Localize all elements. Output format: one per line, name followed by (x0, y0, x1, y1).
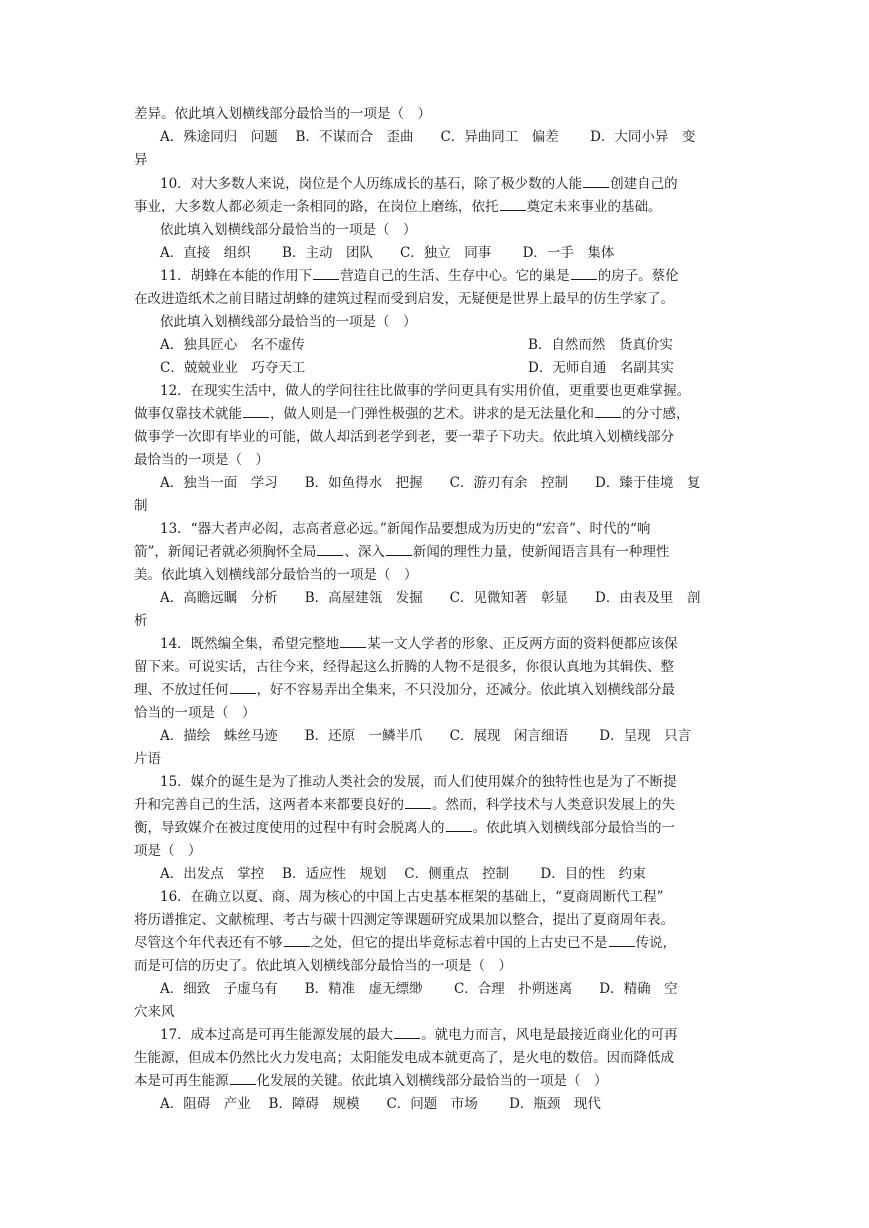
question-15-line (160, 772, 738, 792)
answer-blank (571, 267, 597, 280)
options-line (160, 358, 738, 378)
text: 新闻的理性力量，使新闻语言具有一种理性 (412, 544, 670, 560)
answer-blank (446, 819, 472, 832)
text: 17．成本过高是可再生能源发展的最大 (160, 1027, 394, 1043)
question-17-line (160, 1025, 738, 1045)
option-c: C．兢兢业业 巧夺天工 (160, 360, 306, 376)
options-line (160, 864, 738, 884)
text: 15．媒介的诞生是为了推动人类社会的发展，而人们使用媒介的独特性也是为了不断提 (160, 774, 677, 790)
text-line (134, 450, 738, 470)
answer-blank (313, 267, 339, 280)
answer-blank (583, 175, 609, 188)
question-12-line (160, 381, 738, 401)
text-line (134, 818, 738, 838)
options-line (160, 979, 738, 999)
answer-blank (317, 543, 343, 556)
text: 差异。依此填入划横线部分最恰当的一项是（ ） (134, 106, 431, 122)
text-line (160, 312, 738, 332)
text: 创建自己的 (610, 176, 678, 192)
text: 12．在现实生活中，做人的学问往往比做事的学问更具有实用价值，更重要也更难掌握。 (160, 383, 691, 399)
text: 生能源，但成本仍然比火力发电高；太阳能发电成本就更高了，是火电的数倍。因而降低成 (134, 1050, 674, 1066)
options: A．出发点 掌控 B．适应性 规划 C．侧重点 控制 D．目的性 约束 (160, 866, 646, 882)
text-line (134, 749, 738, 769)
text: 16．在确立以夏、商、周为核心的中国上古史基本框架的基础上，“夏商周断代工程” (160, 889, 664, 905)
text: 。就电力而言，风电是最接近商业化的可再 (421, 1027, 678, 1043)
text: 做事学一次即有毕业的可能，做人却活到老学到老，要一辈子下功夫。依此填入划横线部分 (134, 429, 674, 445)
text: 。依此填入划横线部分最恰当的一 (472, 820, 675, 836)
text: 。然而，科学技术与人类意识发展上的失 (432, 797, 675, 813)
text: 的房子。蔡伦 (597, 268, 679, 284)
option-d: D．无师自通 名副其实 (528, 360, 674, 376)
options: A．直接 组织 B．主动 团队 C．独立 同事 D．一手 集体 (160, 245, 615, 261)
question-11-line (160, 266, 738, 286)
text: 10．对大多数人来说，岗位是个人历练成长的基石，除了极少数的人能 (160, 176, 583, 192)
text: 13．“器大者声必闳，志高者意必远。”新闻作品要想成为历史的“宏音”、时代的“响 (160, 521, 651, 537)
text: 美。依此填入划横线部分最恰当的一项是（ ） (134, 567, 418, 583)
text-line (134, 910, 738, 930)
answer-blank (386, 543, 412, 556)
text-line (134, 611, 738, 631)
text-line (134, 1002, 738, 1022)
options-line (160, 588, 738, 608)
text-line (134, 680, 738, 700)
text: 某一文人学者的形象、正反两方面的资料便都应该保 (367, 636, 678, 652)
text: 留下来。可说实话，古往今来，经得起这么折腾的人物不是很多，你很认真地为其辑佚、整 (134, 659, 674, 675)
text-line (134, 197, 738, 217)
text: 尽管这个年代表还有不够 (134, 935, 283, 951)
answer-blank (243, 405, 269, 418)
options: A．殊途同归 问题 B．不谋而合 歪曲 C．异曲同工 偏差 D．大同小异 变 (160, 129, 696, 145)
text: 依此填入划横线部分最恰当的一项是（ ） (160, 222, 417, 238)
answer-blank (595, 405, 621, 418)
text: ，做人则是一门弹性极强的艺术。讲求的是无法量化和 (270, 406, 594, 422)
text: 项是（ ） (134, 843, 202, 859)
text: 穴来风 (134, 1004, 175, 1020)
text: 箭”，新闻记者就必须胸怀全局 (134, 544, 317, 560)
text: 的分寸感， (622, 406, 690, 422)
text-line (134, 427, 738, 447)
answer-blank (609, 934, 635, 947)
text-line (134, 933, 738, 953)
text: 将历谱推定、文献梳理、考古与碳十四测定等课题研究成果加以整合，提出了夏商周年表。 (134, 912, 674, 928)
text-line (134, 956, 738, 976)
text: 在改进造纸术之前目睹过胡蜂的建筑过程而受到启发，无疑便是世界上最早的仿生学家了。 (134, 291, 674, 307)
text: 做事仅靠技术就能 (134, 406, 242, 422)
text: 、深入 (344, 544, 385, 560)
question-13-line (160, 519, 738, 539)
text: 本是可再生能源 (134, 1073, 229, 1089)
text: 恰当的一项是（ ） (134, 705, 256, 721)
text: 制 (134, 498, 148, 514)
text-line (134, 404, 738, 424)
answer-blank (230, 1072, 256, 1085)
text: 衡，导致媒介在被过度使用的过程中有时会脱离人的 (134, 820, 445, 836)
text-line (134, 657, 738, 677)
question-10-line (160, 174, 738, 194)
text-line (134, 542, 738, 562)
text-line (134, 565, 738, 585)
text: 片语 (134, 751, 161, 767)
text: 奠定未来事业的基础。 (526, 199, 662, 215)
text-line (134, 104, 738, 124)
text: 依此填入划横线部分最恰当的一项是（ ） (160, 314, 417, 330)
options-line (160, 127, 738, 147)
options: A．独当一面 学习 B．如鱼得水 把握 C．游刃有余 控制 D．臻于佳境 复 (160, 475, 701, 491)
text-line (134, 150, 738, 170)
text: 升和完善自己的生活，这两者本来都要良好的 (134, 797, 404, 813)
text: 事业，大多数人都必须走一条相同的路，在岗位上磨练，依托 (134, 199, 499, 215)
options: A．高瞻远瞩 分析 B．高屋建瓴 发掘 C．见微知著 彰显 D．由表及里 剖 (160, 590, 701, 606)
text: 14．既然编全集，希望完整地 (160, 636, 340, 652)
text: 之处，但它的提出毕竟标志着中国的上古史已不是 (310, 935, 608, 951)
options: A．描绘 蛛丝马迹 B．还原 一鳞半爪 C．展现 闲言细语 D．呈现 只言 (160, 728, 692, 744)
text-line (134, 496, 738, 516)
question-16-line (160, 887, 738, 907)
text: 而是可信的历史了。依此填入划横线部分最恰当的一项是（ ） (134, 958, 512, 974)
answer-blank (230, 681, 256, 694)
text: 化发展的关键。依此填入划横线部分最恰当的一项是（ ） (256, 1073, 608, 1089)
options-line (160, 1094, 738, 1114)
options-line (160, 473, 738, 493)
answer-blank (394, 1026, 420, 1039)
answer-blank (284, 934, 310, 947)
text-line (134, 1048, 738, 1068)
text-line (160, 220, 738, 240)
text: 异 (134, 152, 148, 168)
text: 最恰当的一项是（ ） (134, 452, 269, 468)
options-line (160, 335, 738, 355)
text-line (134, 841, 738, 861)
option-b: B．自然而然 货真价实 (528, 337, 673, 353)
text: 理、不放过任何 (134, 682, 229, 698)
text: 11．胡蜂在本能的作用下 (160, 268, 313, 284)
text-line (134, 289, 738, 309)
text-line (134, 1071, 738, 1091)
text: 营造自己的生活、生存中心。它的巢是 (340, 268, 570, 284)
options-line (160, 243, 738, 263)
option-a: A．独具匠心 名不虚传 (160, 337, 305, 353)
question-14-line (160, 634, 738, 654)
text-line (134, 703, 738, 723)
text: 传说， (635, 935, 676, 951)
options-line (160, 726, 738, 746)
answer-blank (500, 198, 526, 211)
options: A．阻碍 产业 B．障碍 规模 C．问题 市场 D．瓶颈 现代 (160, 1096, 601, 1112)
answer-blank (405, 796, 431, 809)
answer-blank (340, 635, 366, 648)
text: ，好不容易弄出全集来，不只没加分，还减分。依此填入划横线部分最 (256, 682, 675, 698)
text: 析 (134, 613, 148, 629)
text-line (134, 795, 738, 815)
options: A．细致 子虚乌有 B．精准 虚无缥缈 C．合理 扑朔迷离 D．精确 空 (160, 981, 678, 997)
